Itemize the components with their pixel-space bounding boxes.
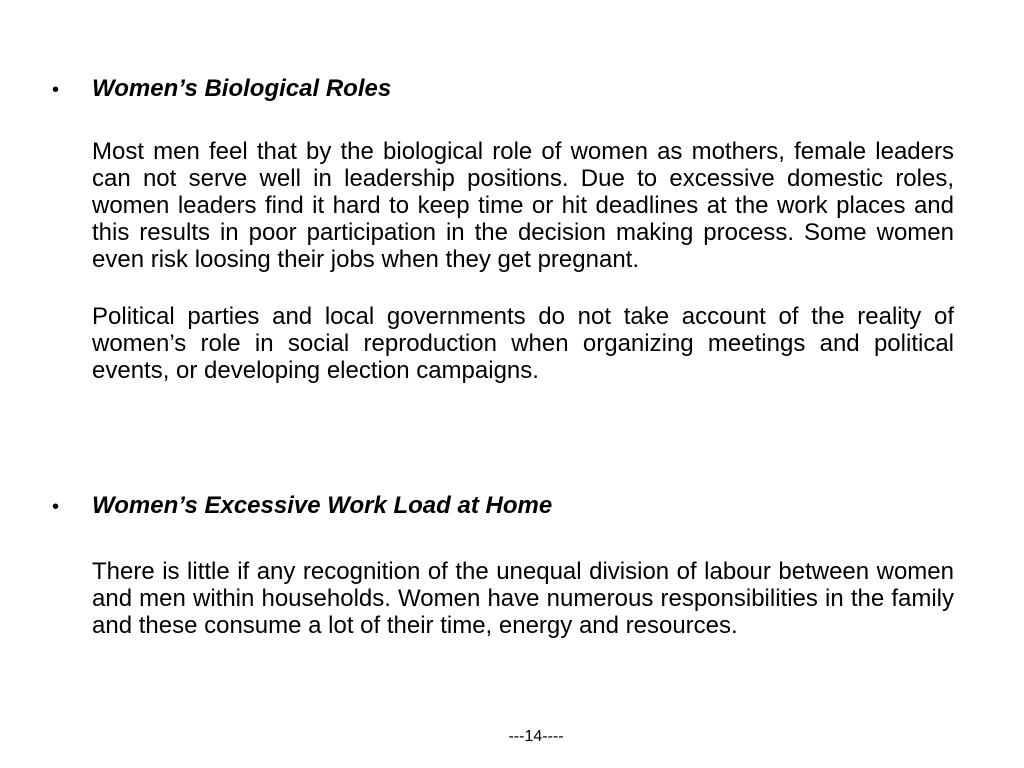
section-heading: Women’s Excessive Work Load at Home xyxy=(92,492,553,519)
page-number: ---14---- xyxy=(508,728,564,745)
bullet-item xyxy=(52,493,954,520)
bullet-marker: • xyxy=(52,79,60,101)
body-paragraph: There is little if any recognition of the unequal division of labour between women and men within households. Women have numerous responsibilities in the family and these consume a lot of their time, energy and resources. xyxy=(92,558,954,639)
section-work-load xyxy=(52,493,954,639)
body-paragraph: Most men feel that by the biological role of women as mothers, female leaders can not serve well in leadership positions. Due to excessive domestic roles, women leaders find it hard to keep time or hit deadlines at the work places and this results in poor participation in the decision making process. Some women even risk loosing their jobs when they get pregnant. xyxy=(92,138,954,273)
section-biological-roles xyxy=(52,76,954,384)
bullet-item xyxy=(52,76,954,103)
section-heading: Women’s Biological Roles xyxy=(92,75,392,102)
body-paragraph: Political parties and local governments do not take account of the reality of women’s role in social reproduction when organizing meetings and political events, or developing election campaigns. xyxy=(92,303,954,384)
bullet-marker: • xyxy=(52,496,60,518)
